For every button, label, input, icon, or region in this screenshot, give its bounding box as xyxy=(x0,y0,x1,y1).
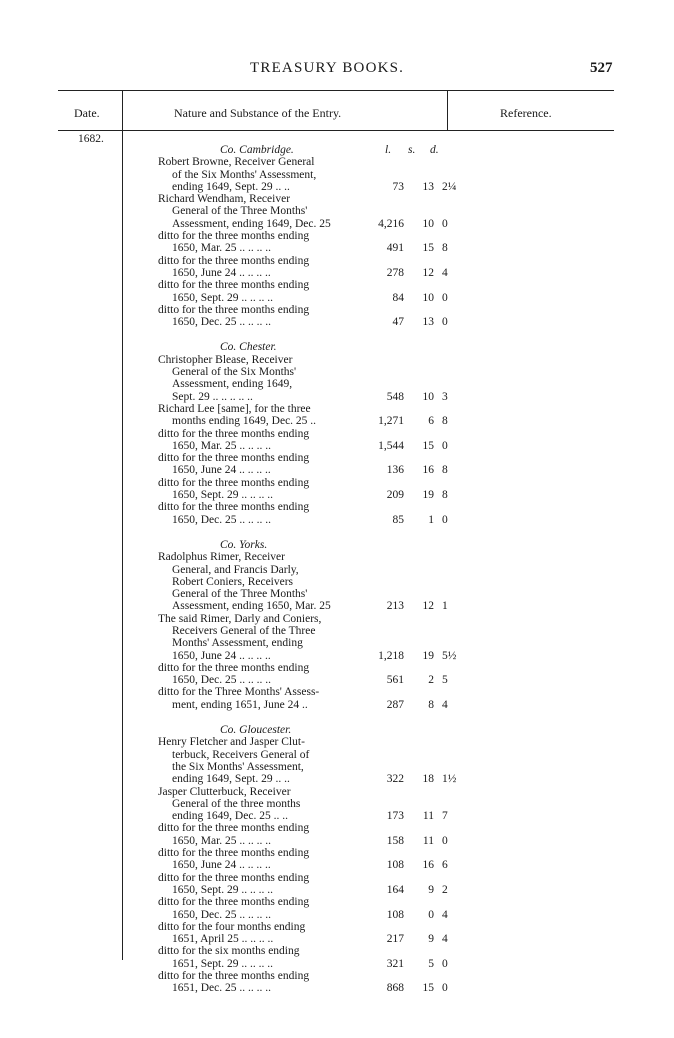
amount-shillings: 15 xyxy=(422,982,434,995)
entry-line: 1650, Sept. 29 .. .. .. .. xyxy=(172,883,273,896)
amount-shillings: 0 xyxy=(428,908,434,921)
entry-line: Assessment, ending 1650, Mar. 25 xyxy=(172,600,331,613)
entry-line: 1650, June 24 .. .. .. .. xyxy=(172,464,271,477)
entry-line: Henry Fletcher and Jasper Clut- xyxy=(158,736,305,749)
ledger-entry xyxy=(158,156,460,193)
entry-line: ditto for the Three Months' Assess- xyxy=(158,686,320,699)
amount-shillings: 10 xyxy=(422,390,434,403)
entry-line: 1650, June 24 .. .. .. .. xyxy=(172,859,271,872)
ledger-entries xyxy=(158,144,460,995)
ledger-entry xyxy=(158,255,460,280)
entry-line: Robert Browne, Receiver General xyxy=(158,156,315,169)
entry-line: 1650, Dec. 25 .. .. .. .. xyxy=(172,513,272,526)
entry-amount xyxy=(368,600,462,612)
amount-shillings: 16 xyxy=(422,859,434,872)
amount-shillings: 13 xyxy=(422,180,434,193)
entry-text xyxy=(158,354,360,403)
entry-line: 1650, Mar. 25 .. .. .. .. xyxy=(172,439,272,452)
entry-line: 1651, April 25 .. .. .. .. xyxy=(172,933,274,946)
entry-line: 1650, Dec. 25 .. .. .. .. xyxy=(172,316,272,329)
entry-text xyxy=(158,872,360,897)
ledger-entry xyxy=(158,970,460,995)
ledger-entry xyxy=(158,279,460,304)
amount-pounds: 84 xyxy=(392,291,404,304)
entry-line: 1651, Sept. 29 .. .. .. .. xyxy=(172,957,273,970)
section-gap xyxy=(158,526,460,539)
amount-pence: 5½ xyxy=(442,649,457,662)
reference-column-divider xyxy=(447,90,448,130)
entry-line: of the Six Months' Assessment, xyxy=(172,168,317,181)
entry-amount xyxy=(368,292,462,304)
entry-line: General of the Three Months' xyxy=(172,588,308,601)
entry-line: Christopher Blease, Receiver xyxy=(158,353,293,366)
amount-pence: 8 xyxy=(442,464,448,477)
ledger-entry xyxy=(158,304,460,329)
top-rule xyxy=(58,90,614,91)
amount-pounds: 1,544 xyxy=(378,439,404,452)
entry-line: The said Rimer, Darly and Coniers, xyxy=(158,612,322,625)
amount-shillings: 10 xyxy=(422,217,434,230)
amount-shillings: 16 xyxy=(422,464,434,477)
entry-text xyxy=(158,686,360,711)
amount-pence: 4 xyxy=(442,698,448,711)
entry-text xyxy=(158,847,360,872)
section-heading-row xyxy=(158,144,460,156)
entry-amount xyxy=(368,391,462,403)
amount-pounds: 278 xyxy=(386,266,404,279)
entry-line: Robert Coniers, Receivers xyxy=(172,575,294,588)
county-section xyxy=(158,341,460,525)
date-column-divider xyxy=(122,90,123,960)
entry-line: ditto for the three months ending xyxy=(158,254,310,267)
entry-line: Receivers General of the Three xyxy=(172,624,316,637)
amount-shillings: 13 xyxy=(422,316,434,329)
amount-pounds: 164 xyxy=(386,883,404,896)
amount-shillings: 9 xyxy=(428,933,434,946)
amount-shillings: 8 xyxy=(428,698,434,711)
ledger-entry xyxy=(158,662,460,687)
entry-line: ending 1649, Sept. 29 .. .. xyxy=(172,773,290,786)
amount-shillings: 9 xyxy=(428,883,434,896)
ledger-entry xyxy=(158,403,460,428)
entry-line: Radolphus Rimer, Receiver xyxy=(158,551,285,564)
amount-pence: 4 xyxy=(442,933,448,946)
entry-text xyxy=(158,822,360,847)
amount-shillings: 12 xyxy=(422,266,434,279)
entry-year: 1682. xyxy=(78,133,104,145)
amount-pounds: 108 xyxy=(386,908,404,921)
amount-pence: 0 xyxy=(442,513,448,526)
entry-line: ditto for the three months ending xyxy=(158,303,310,316)
ledger-entry xyxy=(158,872,460,897)
amount-pence: 4 xyxy=(442,908,448,921)
county-heading: Co. Cambridge. xyxy=(220,144,294,156)
amount-pence: 8 xyxy=(442,489,448,502)
entry-line: ditto for the three months ending xyxy=(158,970,310,982)
entry-line: General of the three months xyxy=(172,797,301,810)
nature-column-header: Nature and Substance of the Entry. xyxy=(174,106,342,120)
entry-line: 1650, June 24 .. .. .. .. xyxy=(172,266,271,279)
entry-amount xyxy=(368,933,462,945)
pounds-column-label: l. xyxy=(385,144,392,156)
entry-line: ditto for the three months ending xyxy=(158,661,310,674)
entry-amount xyxy=(368,859,462,871)
amount-pence: 6 xyxy=(442,859,448,872)
entry-line: 1650, Mar. 25 .. .. .. .. xyxy=(172,834,272,847)
amount-pounds: 85 xyxy=(392,513,404,526)
entry-line: 1650, Mar. 25 .. .. .. .. xyxy=(172,242,272,255)
amount-pence: 0 xyxy=(442,957,448,970)
amount-pence: 8 xyxy=(442,415,448,428)
entry-line: months ending 1649, Dec. 25 .. xyxy=(172,415,317,428)
reference-column-header: Reference. xyxy=(500,106,552,120)
running-header xyxy=(0,60,674,80)
ledger-entry xyxy=(158,945,460,970)
entry-line: General, and Francis Darly, xyxy=(172,563,299,576)
ledger-entry xyxy=(158,847,460,872)
county-section xyxy=(158,144,460,328)
entry-amount xyxy=(368,440,462,452)
ledger-entry xyxy=(158,551,460,612)
entry-text xyxy=(158,255,360,280)
entry-text xyxy=(158,156,360,193)
amount-pence: 0 xyxy=(442,982,448,995)
entry-text xyxy=(158,230,360,255)
entry-line: General of the Three Months' xyxy=(172,205,308,218)
county-heading: Co. Gloucester. xyxy=(220,724,292,737)
entry-text xyxy=(158,613,360,662)
entry-text xyxy=(158,403,360,428)
county-heading: Co. Yorks. xyxy=(220,538,268,551)
page-number: 527 xyxy=(590,60,613,76)
entry-line: Jasper Clutterbuck, Receiver xyxy=(158,785,291,798)
entry-amount xyxy=(368,464,462,476)
county-heading: Co. Chester. xyxy=(220,341,277,354)
entry-amount xyxy=(368,267,462,279)
entry-line: ending 1649, Dec. 25 .. .. xyxy=(172,810,288,823)
ledger-entry xyxy=(158,736,460,785)
amount-shillings: 1 xyxy=(428,513,434,526)
ledger-entry xyxy=(158,896,460,921)
entry-text xyxy=(158,501,360,526)
amount-pounds: 322 xyxy=(386,773,404,786)
amount-pounds: 561 xyxy=(386,674,404,687)
ledger-entry xyxy=(158,452,460,477)
header-rule xyxy=(58,130,614,131)
entry-amount xyxy=(368,884,462,896)
amount-shillings: 10 xyxy=(422,291,434,304)
entry-text xyxy=(158,279,360,304)
entry-text xyxy=(158,945,360,970)
entry-line: Assessment, ending 1649, xyxy=(172,378,293,391)
amount-shillings: 5 xyxy=(428,957,434,970)
amount-pence: 0 xyxy=(442,316,448,329)
entry-text xyxy=(158,193,360,230)
entry-line: Richard Wendham, Receiver xyxy=(158,193,291,206)
ledger-entry xyxy=(158,786,460,823)
amount-pence: 3 xyxy=(442,390,448,403)
amount-pounds: 868 xyxy=(386,982,404,995)
amount-pence: 1½ xyxy=(442,773,457,786)
entry-line: ditto for the three months ending xyxy=(158,427,310,440)
entry-amount xyxy=(368,958,462,970)
amount-pounds: 4,216 xyxy=(378,217,404,230)
entry-line: ditto for the three months ending xyxy=(158,279,310,292)
pence-column-label: d. xyxy=(430,144,439,156)
entry-line: General of the Six Months' xyxy=(172,366,297,379)
entry-line: Months' Assessment, ending xyxy=(172,637,303,650)
amount-pounds: 548 xyxy=(386,390,404,403)
entry-line: 1650, June 24 .. .. .. .. xyxy=(172,649,271,662)
entry-text xyxy=(158,428,360,453)
entry-line: Sept. 29 .. .. .. .. .. xyxy=(172,390,253,403)
amount-pounds: 73 xyxy=(392,180,404,193)
entry-line: ditto for the three months ending xyxy=(158,501,310,514)
amount-pounds: 47 xyxy=(392,316,404,329)
entry-line: ditto for the three months ending xyxy=(158,871,310,884)
amount-shillings: 12 xyxy=(422,600,434,613)
amount-pence: 7 xyxy=(442,810,448,823)
entry-amount xyxy=(368,674,462,686)
entry-text xyxy=(158,662,360,687)
amount-pence: 0 xyxy=(442,217,448,230)
entry-line: ment, ending 1651, June 24 .. xyxy=(172,698,308,711)
entry-line: 1651, Dec. 25 .. .. .. .. xyxy=(172,982,272,995)
amount-pence: 0 xyxy=(442,439,448,452)
entry-text xyxy=(158,736,360,785)
amount-pence: 2¼ xyxy=(442,180,457,193)
amount-pounds: 287 xyxy=(386,698,404,711)
amount-pence: 0 xyxy=(442,834,448,847)
entry-amount xyxy=(368,982,462,994)
county-section xyxy=(158,539,460,711)
amount-pounds: 321 xyxy=(386,957,404,970)
entry-line: 1650, Sept. 29 .. .. .. .. xyxy=(172,291,273,304)
amount-pence: 0 xyxy=(442,291,448,304)
amount-pounds: 209 xyxy=(386,489,404,502)
entry-line: ditto for the six months ending xyxy=(158,945,300,958)
amount-pounds: 173 xyxy=(386,810,404,823)
entry-amount xyxy=(368,181,462,193)
ledger-entry xyxy=(158,822,460,847)
page-title: TREASURY BOOKS. xyxy=(250,60,405,76)
entry-amount xyxy=(368,514,462,526)
amount-shillings: 2 xyxy=(428,674,434,687)
entry-text xyxy=(158,896,360,921)
county-section xyxy=(158,724,460,995)
entry-amount xyxy=(368,810,462,822)
entry-amount xyxy=(368,489,462,501)
entry-text xyxy=(158,970,360,995)
entry-line: 1650, Dec. 25 .. .. .. .. xyxy=(172,908,272,921)
amount-pounds: 1,271 xyxy=(378,415,404,428)
entry-text xyxy=(158,477,360,502)
ledger-entry xyxy=(158,428,460,453)
entry-line: ditto for the three months ending xyxy=(158,847,310,860)
entry-line: 1650, Sept. 29 .. .. .. .. xyxy=(172,489,273,502)
entry-amount xyxy=(368,242,462,254)
amount-shillings: 15 xyxy=(422,439,434,452)
entry-line: ditto for the three months ending xyxy=(158,230,310,243)
entry-text xyxy=(158,304,360,329)
amount-shillings: 19 xyxy=(422,489,434,502)
ledger-entry xyxy=(158,193,460,230)
amount-pounds: 213 xyxy=(386,600,404,613)
entry-line: Assessment, ending 1649, Dec. 25 xyxy=(172,217,331,230)
entry-amount xyxy=(368,316,462,328)
ledger-entry xyxy=(158,686,460,711)
entry-amount xyxy=(368,415,462,427)
section-gap xyxy=(158,328,460,341)
amount-shillings: 15 xyxy=(422,242,434,255)
entry-amount xyxy=(368,909,462,921)
ledger-entry xyxy=(158,613,460,662)
entry-amount xyxy=(368,650,462,662)
entry-text xyxy=(158,551,360,612)
entry-line: ditto for the three months ending xyxy=(158,896,310,909)
entry-line: ditto for the four months ending xyxy=(158,920,306,933)
amount-pounds: 491 xyxy=(386,242,404,255)
shillings-column-label: s. xyxy=(408,144,416,156)
ledger-entry xyxy=(158,501,460,526)
amount-pounds: 136 xyxy=(386,464,404,477)
ledger-entry xyxy=(158,477,460,502)
amount-shillings: 6 xyxy=(428,415,434,428)
entry-line: the Six Months' Assessment, xyxy=(172,760,304,773)
entry-text xyxy=(158,452,360,477)
entry-line: ditto for the three months ending xyxy=(158,452,310,465)
amount-pounds: 1,218 xyxy=(378,649,404,662)
amount-shillings: 19 xyxy=(422,649,434,662)
amount-shillings: 11 xyxy=(422,810,434,823)
section-heading-row xyxy=(158,724,460,736)
entry-line: 1650, Dec. 25 .. .. .. .. xyxy=(172,674,272,687)
entry-text xyxy=(158,786,360,823)
ledger-entry xyxy=(158,921,460,946)
amount-pounds: 217 xyxy=(386,933,404,946)
entry-line: Richard Lee [same], for the three xyxy=(158,402,311,415)
ledger-entry xyxy=(158,230,460,255)
entry-amount xyxy=(368,773,462,785)
entry-amount xyxy=(368,699,462,711)
entry-line: ditto for the three months ending xyxy=(158,476,310,489)
ledger-entry xyxy=(158,354,460,403)
amount-pence: 1 xyxy=(442,600,448,613)
amount-shillings: 11 xyxy=(422,834,434,847)
section-heading-row xyxy=(158,539,460,551)
section-heading-row xyxy=(158,341,460,353)
amount-shillings: 18 xyxy=(422,773,434,786)
entry-amount xyxy=(368,218,462,230)
entry-line: ditto for the three months ending xyxy=(158,822,310,835)
entry-line: terbuck, Receivers General of xyxy=(172,748,310,761)
entry-text xyxy=(158,921,360,946)
amount-pence: 5 xyxy=(442,674,448,687)
entry-line: ending 1649, Sept. 29 .. .. xyxy=(172,180,290,193)
amount-pounds: 158 xyxy=(386,834,404,847)
amount-pounds: 108 xyxy=(386,859,404,872)
amount-pence: 2 xyxy=(442,883,448,896)
date-column-header: Date. xyxy=(74,106,100,120)
entry-amount xyxy=(368,835,462,847)
amount-pence: 8 xyxy=(442,242,448,255)
section-gap xyxy=(158,711,460,724)
amount-pence: 4 xyxy=(442,266,448,279)
